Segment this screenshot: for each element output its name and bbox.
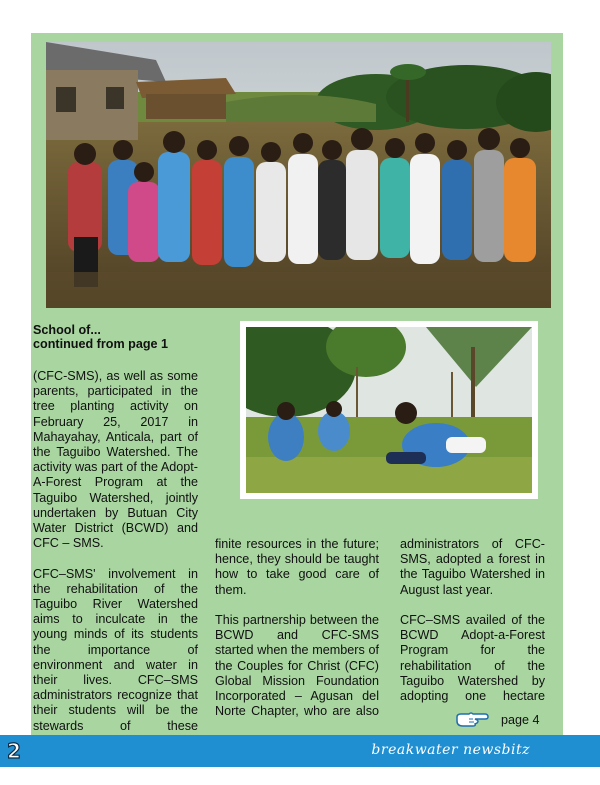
article-heading — [33, 323, 233, 351]
heading-title: School of... — [33, 323, 101, 337]
text-column-1 — [33, 369, 198, 734]
group-photo — [46, 42, 551, 308]
footer-bar — [0, 735, 600, 767]
col1-paragraph-1: (CFC-SMS), as well as some parents, participated in the tree planting activity on February 25, 2017 in Mahayahay, Anticala, part of the Taguibo Watershed. The activity was part of the Adopt-A-Forest Program at the Taguibo Watershed, jointly undertaken by Butuan City Water District (BCWD) and CFC – SMS. — [33, 369, 198, 551]
pointing-hand-icon — [455, 712, 489, 728]
continued-page-label: page 4 — [501, 713, 540, 727]
heading-continued: continued from page 1 — [33, 337, 169, 351]
text-column-3 — [400, 537, 545, 704]
col2-paragraph-2: This partnership between the BCWD and CFC-SMS started when the members of the Couples for Christ (CFC) Global Mission Foundation Incorporated – Agusan del Norte Chapter, who are also — [215, 613, 379, 719]
publication-name: breakwater newsbitz — [371, 742, 530, 758]
col2-paragraph-1: finite resources in the future; hence, they should be taught how to take good care of them. — [215, 537, 379, 597]
text-column-2 — [215, 537, 379, 719]
continued-on[interactable] — [455, 711, 540, 729]
page-number: 2 — [7, 739, 21, 763]
col1-paragraph-2: CFC–SMS' involvement in the rehabilitation of the Taguibo River Watershed aims to inculcate in the young minds of its students the importance of environment and water in their lives. CFC–SMS administrators recognize that their students will be the stewards of these — [33, 566, 198, 733]
planting-photo — [246, 327, 532, 493]
col3-paragraph-1: administrators of CFC-SMS, adopted a forest in the Taguibo Watershed in August last year. — [400, 537, 545, 597]
col3-paragraph-2: CFC–SMS availed of the BCWD Adopt-a-Forest Program for the rehabilitation of the Taguibo Watershed by adopting one hectare — [400, 613, 545, 704]
